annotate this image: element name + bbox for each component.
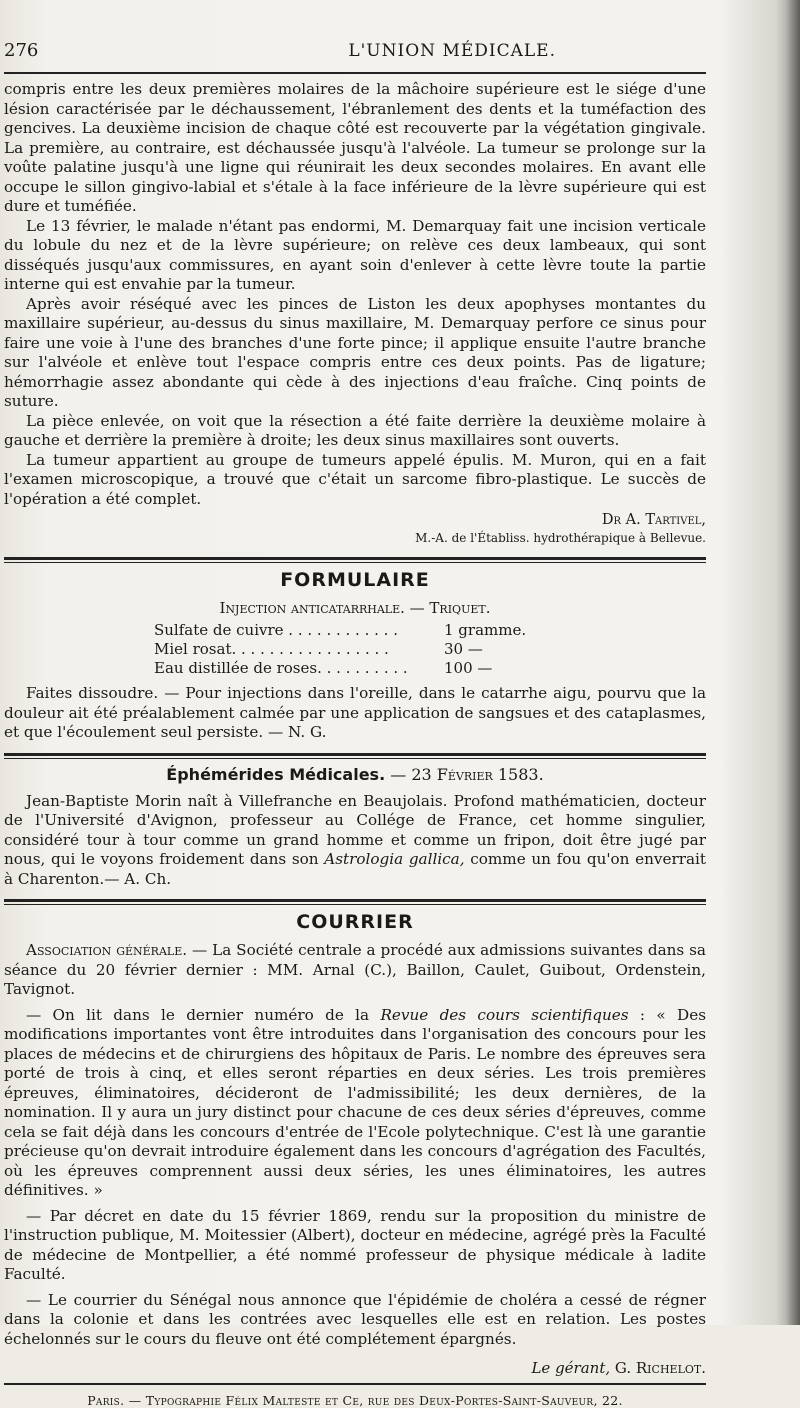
article-signature: Dr A. Tartivel,: [601, 512, 706, 528]
article-paragraph: Le 13 février, le malade n'étant pas endormi, M. Demarquay fait une incision verticale du lobule du nez et de la lèvre supérieure; on relève ces deux lambeaux, qui sont disséqués jusqu'aux commissures, en ayant soin d'enlever à cette lèvre toute la partie interne qui est envahie par la tumeur.: [4, 216, 706, 293]
gerant-label: Le gérant,: [531, 1359, 611, 1377]
section-rule: [4, 557, 706, 563]
page-number: 276: [4, 40, 39, 61]
ephemerides-section: [4, 765, 706, 890]
courrier-text: : « Des modifications importantes vont être introduites dans l'organisation des concours pour les places de médecins et de chirurgiens des hôpitaux de Paris. Le nombre des épreuves sera porté de trois à cinq, et elles seront réparties en deux séries. Les trois premières épreuves, éliminatoires, décideront de l'admissibilité; les deux dernières, de la nomination. Il y aura un jury distinct pour chacune de ces deux séries d'épreuves, comme cela se fait déjà dans les concours d'entrée de l'Ecole polytechnique. C'est là une garantie précieuse qu'on devrait introduire également dans les concours d'agrégation des Facultés, où les épreuves comprennent aussi deux séries, les unes éliminatoires, les autres définitives. »: [4, 1005, 707, 1199]
ingredient-qty: 100 —: [444, 659, 493, 677]
courrier-paragraph: — Le courrier du Sénégal nous annonce que l'épidémie de choléra a cessé de régner dans la colonie et dans les contrées avec lesquelles elle est en relation. Les postes échelonnés sur le cours du fleuve ont été complétement épargnés.: [4, 1290, 706, 1348]
gerant-name: G. Richelot.: [614, 1359, 706, 1377]
courrier-text: — On lit dans le dernier numéro de la: [26, 1005, 381, 1024]
courrier-text: — La Société centrale a procédé aux admissions suivantes dans sa séance du 20 février dernier : MM. Arnal (C.), Baillon, Caulet, Guibout, Ordenstein, Tavignot.: [4, 941, 706, 998]
courrier-paragraph: — Par décret en date du 15 février 1869, rendu sur la proposition du ministre de l'instruction publique, M. Moitessier (Albert), docteur en médecine, agrégé près la Faculté de médecine de Montpellier, a été nommé professeur de physique médicale à ladite Faculté.: [4, 1206, 706, 1283]
recipe-row: [154, 640, 574, 659]
printer-footer: Paris. — Typographie Félix Malteste et Ce, rue des Deux-Portes-Saint-Sauveur, 22.: [87, 1393, 623, 1408]
ingredient-qty: 30 —: [444, 640, 483, 658]
ephemerides-date: — 23 Février 1583.: [390, 764, 544, 784]
recipe-list: [154, 621, 574, 678]
running-title: L'UNION MÉDICALE.: [348, 41, 556, 61]
header-rule: [4, 72, 706, 74]
article: [4, 80, 706, 547]
ephemerides-text-before: Jean-Baptiste Morin naît à Villefranche en Beaujolais. Profond mathématicien, docteur de l'Université d'Avignon, professeur au Collége de France, cet homme singulier, considéré tour à tour comme un grand homme et comme un fripon, doit être jugé par nous, qui le voyons froidement dans son: [4, 791, 706, 868]
courrier-label: Association générale.: [26, 941, 188, 959]
formulaire-note: Faites dissoudre. — Pour injections dans l'oreille, dans le catarrhe aigu, pourvu que la douleur ait été préalablement calmée par une application de sangsues et des cataplasmes, et que l'écoulement seul persiste. — N. G.: [4, 684, 706, 741]
courrier-italic: Revue des cours scientifiques: [380, 1005, 629, 1024]
recipe-row: [154, 659, 574, 678]
courrier-title: COURRIER: [296, 911, 414, 933]
courrier-section: [4, 911, 706, 1349]
ingredient-name: Sulfate de cuivre . . . . . . . . . . . .: [154, 621, 398, 639]
gerant-line: [4, 1359, 706, 1377]
article-paragraph: La pièce enlevée, on voit que la résection a été faite derrière la deuxième molaire à gauche et derrière la première à droite; les deux sinus maxillaires sont ouverts.: [4, 411, 706, 449]
page-edge-shadow: [786, 0, 800, 1325]
ephemerides-text: [4, 792, 706, 890]
formulaire-subtitle: Injection anticatarrhale. — Triquet.: [219, 599, 491, 617]
courrier-paragraph: [4, 941, 706, 1000]
recipe-row: [154, 621, 574, 640]
formulaire-section: [4, 569, 706, 743]
ephemerides-text-after: comme un fou qu'on enverrait à Charenton.— A. Ch.: [4, 850, 706, 888]
article-signature-affiliation: M.-A. de l'Établiss. hydrothérapique à Bellevue.: [415, 531, 706, 545]
page-header: [4, 40, 706, 70]
section-rule: [4, 899, 706, 905]
ephemerides-heading: [4, 765, 706, 784]
ingredient-qty: 1 gramme.: [444, 621, 527, 639]
ingredient-name: Miel rosat. . . . . . . . . . . . . . . . .: [154, 640, 389, 658]
article-paragraph: La tumeur appartient au groupe de tumeurs appelé épulis. M. Muron, qui en a fait l'examen microscopique, a trouvé que c'était un sarcome fibro-plastique. Le succès de l'opération a été complet.: [4, 450, 706, 508]
article-paragraph: compris entre les deux premières molaires de la mâchoire supérieure est le siége d'une lésion caractérisée par le déchaussement, l'ébranlement des dents et la tuméfaction des gencives. La deuxième incision de chaque côté est recouverte par la végétation gingivale. La première, au contraire, est déchaussée jusqu'à l'alvéole. La tumeur se prolonge sur la voûte palatine jusqu'à une ligne qui réunirait les deux secondes molaires. En avant elle occupe le sillon gingivo-labial et s'étale à la face inférieure de la lèvre supérieure qui est dure et tuméfiée.: [4, 80, 706, 215]
page-content: [4, 40, 706, 1408]
courrier-paragraph: [4, 1006, 706, 1201]
ingredient-name: Eau distillée de roses. . . . . . . . . .: [154, 659, 408, 677]
ephemerides-text-italic: Astrologia gallica,: [324, 850, 465, 868]
formulaire-title: FORMULAIRE: [280, 569, 430, 591]
section-rule: [4, 753, 706, 759]
footer-rule: [4, 1383, 706, 1385]
article-paragraph: Après avoir réséqué avec les pinces de Liston les deux apophyses montantes du maxillaire supérieur, au-dessus du sinus maxillaire, M. Demarquay perfore ce sinus pour faire une voie à l'une des branches d'une forte pince; il applique ensuite l'autre branche sur l'alvéole et enlève tout l'espace compris entre ces deux points. Pas de ligature; hémorrhagie assez abondante qui cède à des injections d'eau fraîche. Cinq points de suture.: [4, 294, 706, 410]
ephemerides-title: Éphémérides Médicales.: [166, 764, 386, 784]
